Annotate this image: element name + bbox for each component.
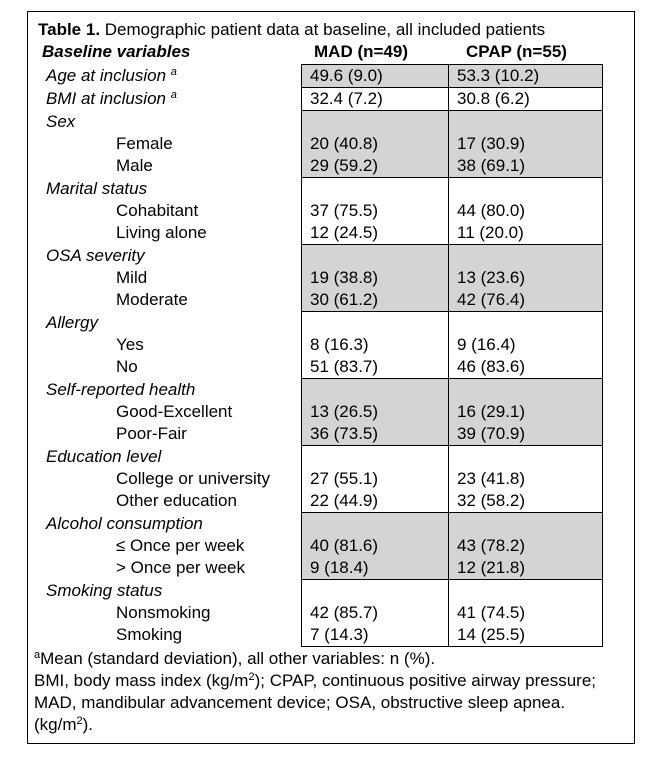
cpap-cell (449, 513, 603, 580)
cpap-value: 11 (20.0) (457, 223, 524, 242)
cpap-cell (449, 88, 603, 111)
group-label: Education level (46, 446, 162, 466)
mad-cell (302, 580, 449, 647)
mad-value: 30 (61.2) (310, 290, 379, 309)
group-label: Sex (46, 111, 76, 131)
row-label-cell (42, 379, 302, 446)
table-row (42, 178, 603, 245)
demographics-table (42, 64, 603, 647)
cpap-cell (449, 446, 603, 513)
mad-value: 27 (55.1) (310, 469, 379, 488)
table-row (42, 65, 603, 88)
sub-label: Living alone (116, 222, 207, 242)
cpap-value: 43 (78.2) (457, 536, 526, 555)
mad-cell (302, 65, 449, 88)
sub-label: Smoking (116, 624, 183, 644)
cpap-value: 13 (23.6) (457, 268, 526, 287)
cpap-value: 38 (69.1) (457, 156, 526, 175)
footnote-marker: a (170, 65, 177, 78)
cpap-value: 39 (70.9) (457, 424, 526, 443)
cpap-value: 12 (21.8) (457, 558, 526, 577)
table-footnotes (34, 648, 624, 736)
sub-label: College or university (116, 468, 271, 488)
cpap-value: 41 (74.5) (457, 603, 526, 622)
header-mad: MAD (n=49) (314, 42, 408, 61)
mad-value: 8 (16.3) (310, 335, 369, 354)
sub-label: Poor-Fair (116, 423, 187, 443)
cpap-cell (449, 65, 603, 88)
cpap-cell (449, 379, 603, 446)
footnote-a-text: Mean (standard deviation), all other variables: n (%). (40, 649, 436, 668)
sub-label: Good-Excellent (116, 401, 233, 421)
row-label-cell (42, 88, 302, 111)
mad-value: 13 (26.5) (310, 402, 379, 421)
footnote-a-marker: a (34, 649, 41, 661)
mad-cell (302, 513, 449, 580)
footnote-marker: a (170, 88, 177, 101)
cpap-cell (449, 312, 603, 379)
mad-value: 51 (83.7) (310, 357, 379, 376)
row-label-cell (42, 178, 302, 245)
header-variables: Baseline variables (42, 42, 191, 61)
row-label-cell (42, 580, 302, 647)
row-label-cell (42, 111, 302, 178)
cpap-cell (449, 178, 603, 245)
row-label-cell (42, 446, 302, 513)
mad-cell (302, 178, 449, 245)
row-label: BMI at inclusion (46, 88, 166, 108)
footnote-abbreviations (34, 670, 624, 736)
cpap-value: 30.8 (6.2) (457, 89, 530, 108)
mad-value: 40 (81.6) (310, 536, 379, 555)
sub-label: Mild (116, 267, 148, 287)
mad-cell (302, 111, 449, 178)
mad-value: 12 (24.5) (310, 223, 379, 242)
footnote-a (34, 648, 624, 670)
abbr-text: ). (82, 715, 94, 734)
sub-label: No (116, 356, 138, 376)
table-frame (27, 11, 635, 744)
table-row (42, 513, 603, 580)
cpap-cell (449, 245, 603, 312)
sub-label: Female (116, 133, 173, 153)
caption-text: Demographic patient data at baseline, all included patients (104, 20, 546, 39)
mad-value: 7 (14.3) (310, 625, 369, 644)
sub-label: Yes (116, 334, 144, 354)
table-caption (38, 20, 545, 40)
row-label-cell (42, 245, 302, 312)
sub-label: Cohabitant (116, 200, 199, 220)
group-label: Alcohol consumption (46, 513, 203, 533)
header-cpap: CPAP (n=55) (466, 42, 567, 61)
mad-value: 36 (73.5) (310, 424, 379, 443)
group-label: Allergy (46, 312, 98, 332)
cpap-value: 42 (76.4) (457, 290, 526, 309)
abbr-superscript: 2 (76, 715, 83, 727)
sub-label: Moderate (116, 289, 188, 309)
cpap-value: 53.3 (10.2) (457, 66, 540, 85)
sub-label: > Once per week (116, 557, 245, 577)
mad-cell (302, 245, 449, 312)
sub-label: Male (116, 155, 153, 175)
mad-value: 37 (75.5) (310, 201, 379, 220)
mad-value: 32.4 (7.2) (310, 89, 383, 108)
cpap-cell (449, 111, 603, 178)
group-label: Smoking status (46, 580, 163, 600)
cpap-value: 16 (29.1) (457, 402, 526, 421)
row-label-cell (42, 513, 302, 580)
mad-value: 19 (38.8) (310, 268, 379, 287)
mad-cell (302, 88, 449, 111)
mad-value: 9 (18.4) (310, 558, 369, 577)
group-label: Self-reported health (46, 379, 196, 399)
cpap-value: 9 (16.4) (457, 335, 516, 354)
cpap-value: 17 (30.9) (457, 134, 526, 153)
mad-value: 42 (85.7) (310, 603, 379, 622)
row-label-cell (42, 312, 302, 379)
abbr-superscript: 2 (248, 671, 255, 683)
cpap-value: 32 (58.2) (457, 491, 526, 510)
cpap-value: 46 (83.6) (457, 357, 526, 376)
mad-value: 49.6 (9.0) (310, 66, 383, 85)
table-row (42, 111, 603, 178)
caption-label: Table 1. (38, 20, 101, 39)
sub-label: ≤ Once per week (116, 535, 245, 555)
cpap-value: 23 (41.8) (457, 469, 526, 488)
group-label: Marital status (46, 178, 148, 198)
table-row (42, 88, 603, 111)
table-row (42, 446, 603, 513)
cpap-cell (449, 580, 603, 647)
table-row (42, 312, 603, 379)
table-row (42, 379, 603, 446)
mad-cell (302, 446, 449, 513)
row-label: Age at inclusion (46, 65, 167, 85)
abbr-text: BMI, body mass index (kg/m (34, 671, 249, 690)
mad-cell (302, 312, 449, 379)
cpap-value: 44 (80.0) (457, 201, 526, 220)
group-label: OSA severity (46, 245, 145, 265)
mad-value: 22 (44.9) (310, 491, 379, 510)
mad-cell (302, 379, 449, 446)
table-row (42, 580, 603, 647)
row-label-cell (42, 65, 302, 88)
mad-value: 20 (40.8) (310, 134, 379, 153)
mad-value: 29 (59.2) (310, 156, 379, 175)
abbr-text: ); CPAP, continuous positive airway pressure; MAD, mandibular advancement device; OSA, obstructive sleep apnea. (kg/m (34, 671, 597, 734)
sub-label: Nonsmoking (116, 602, 211, 622)
sub-label: Other education (116, 490, 237, 510)
cpap-value: 14 (25.5) (457, 625, 526, 644)
table-row (42, 245, 603, 312)
